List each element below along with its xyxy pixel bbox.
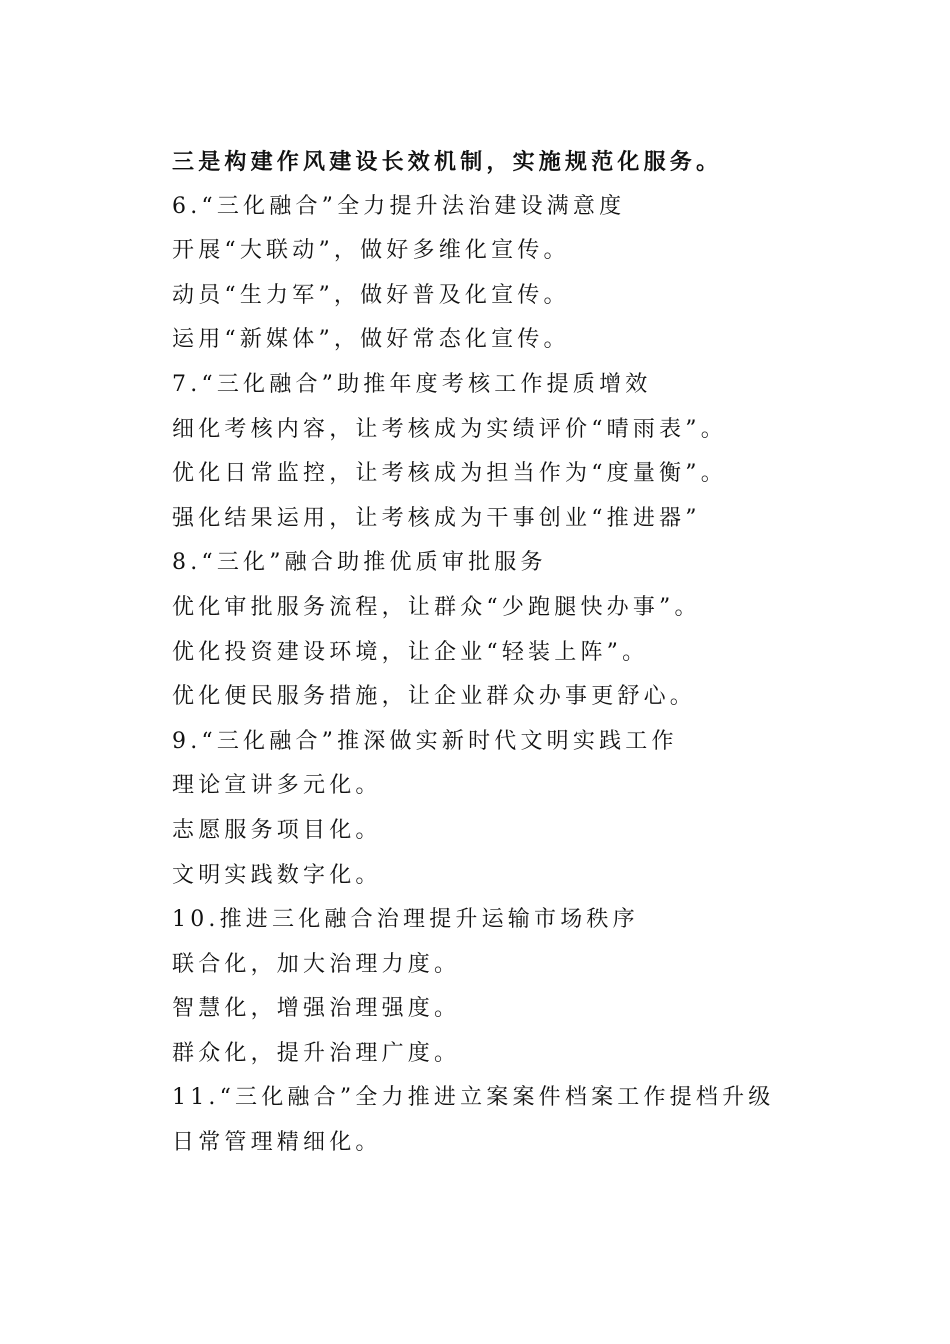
section-heading: 7.“三化融合”助推年度考核工作提质增效 [172, 371, 652, 397]
text-line: 文明实践数字化。 [172, 862, 382, 888]
text-line: 动员“生力军”，做好普及化宣传。 [172, 282, 570, 308]
text-line: 智慧化，增强治理强度。 [172, 996, 461, 1022]
text-line: 日常管理精细化。 [172, 1130, 382, 1156]
document-body [172, 140, 812, 1166]
section-heading: 9.“三化融合”推深做实新时代文明实践工作 [172, 728, 678, 754]
text-line: 运用“新媒体”，做好常态化宣传。 [172, 327, 570, 353]
text-line: 优化日常监控，让考核成为担当作为“度量衡”。 [172, 461, 727, 487]
text-line: 理论宣讲多元化。 [172, 773, 382, 799]
text-line: 强化结果运用，让考核成为干事创业“推进器” [172, 505, 701, 531]
text-line: 优化便民服务措施，让企业群众办事更舒心。 [172, 684, 697, 710]
text-line: 优化审批服务流程，让群众“少跑腿快办事”。 [172, 594, 701, 620]
section-heading: 10.推进三化融合治理提升运输市场秩序 [172, 907, 639, 933]
section-heading: 8.“三化”融合助推优质审批服务 [172, 550, 547, 576]
text-line: 优化投资建设环境，让企业“轻装上阵”。 [172, 639, 649, 665]
text-line: 联合化，加大治理力度。 [172, 951, 461, 977]
section-heading: 6.“三化融合”全力提升法治建设满意度 [172, 193, 626, 219]
text-line: 志愿服务项目化。 [172, 817, 382, 843]
text-line: 开展“大联动”，做好多维化宣传。 [172, 238, 570, 264]
text-line: 三是构建作风建设长效机制，实施规范化服务。 [172, 149, 723, 175]
text-line: 群众化，提升治理广度。 [172, 1040, 461, 1066]
section-heading: 11.“三化融合”全力推进立案案件档案工作提档升级 [172, 1085, 775, 1111]
text-line: 细化考核内容，让考核成为实绩评价“晴雨表”。 [172, 416, 727, 442]
